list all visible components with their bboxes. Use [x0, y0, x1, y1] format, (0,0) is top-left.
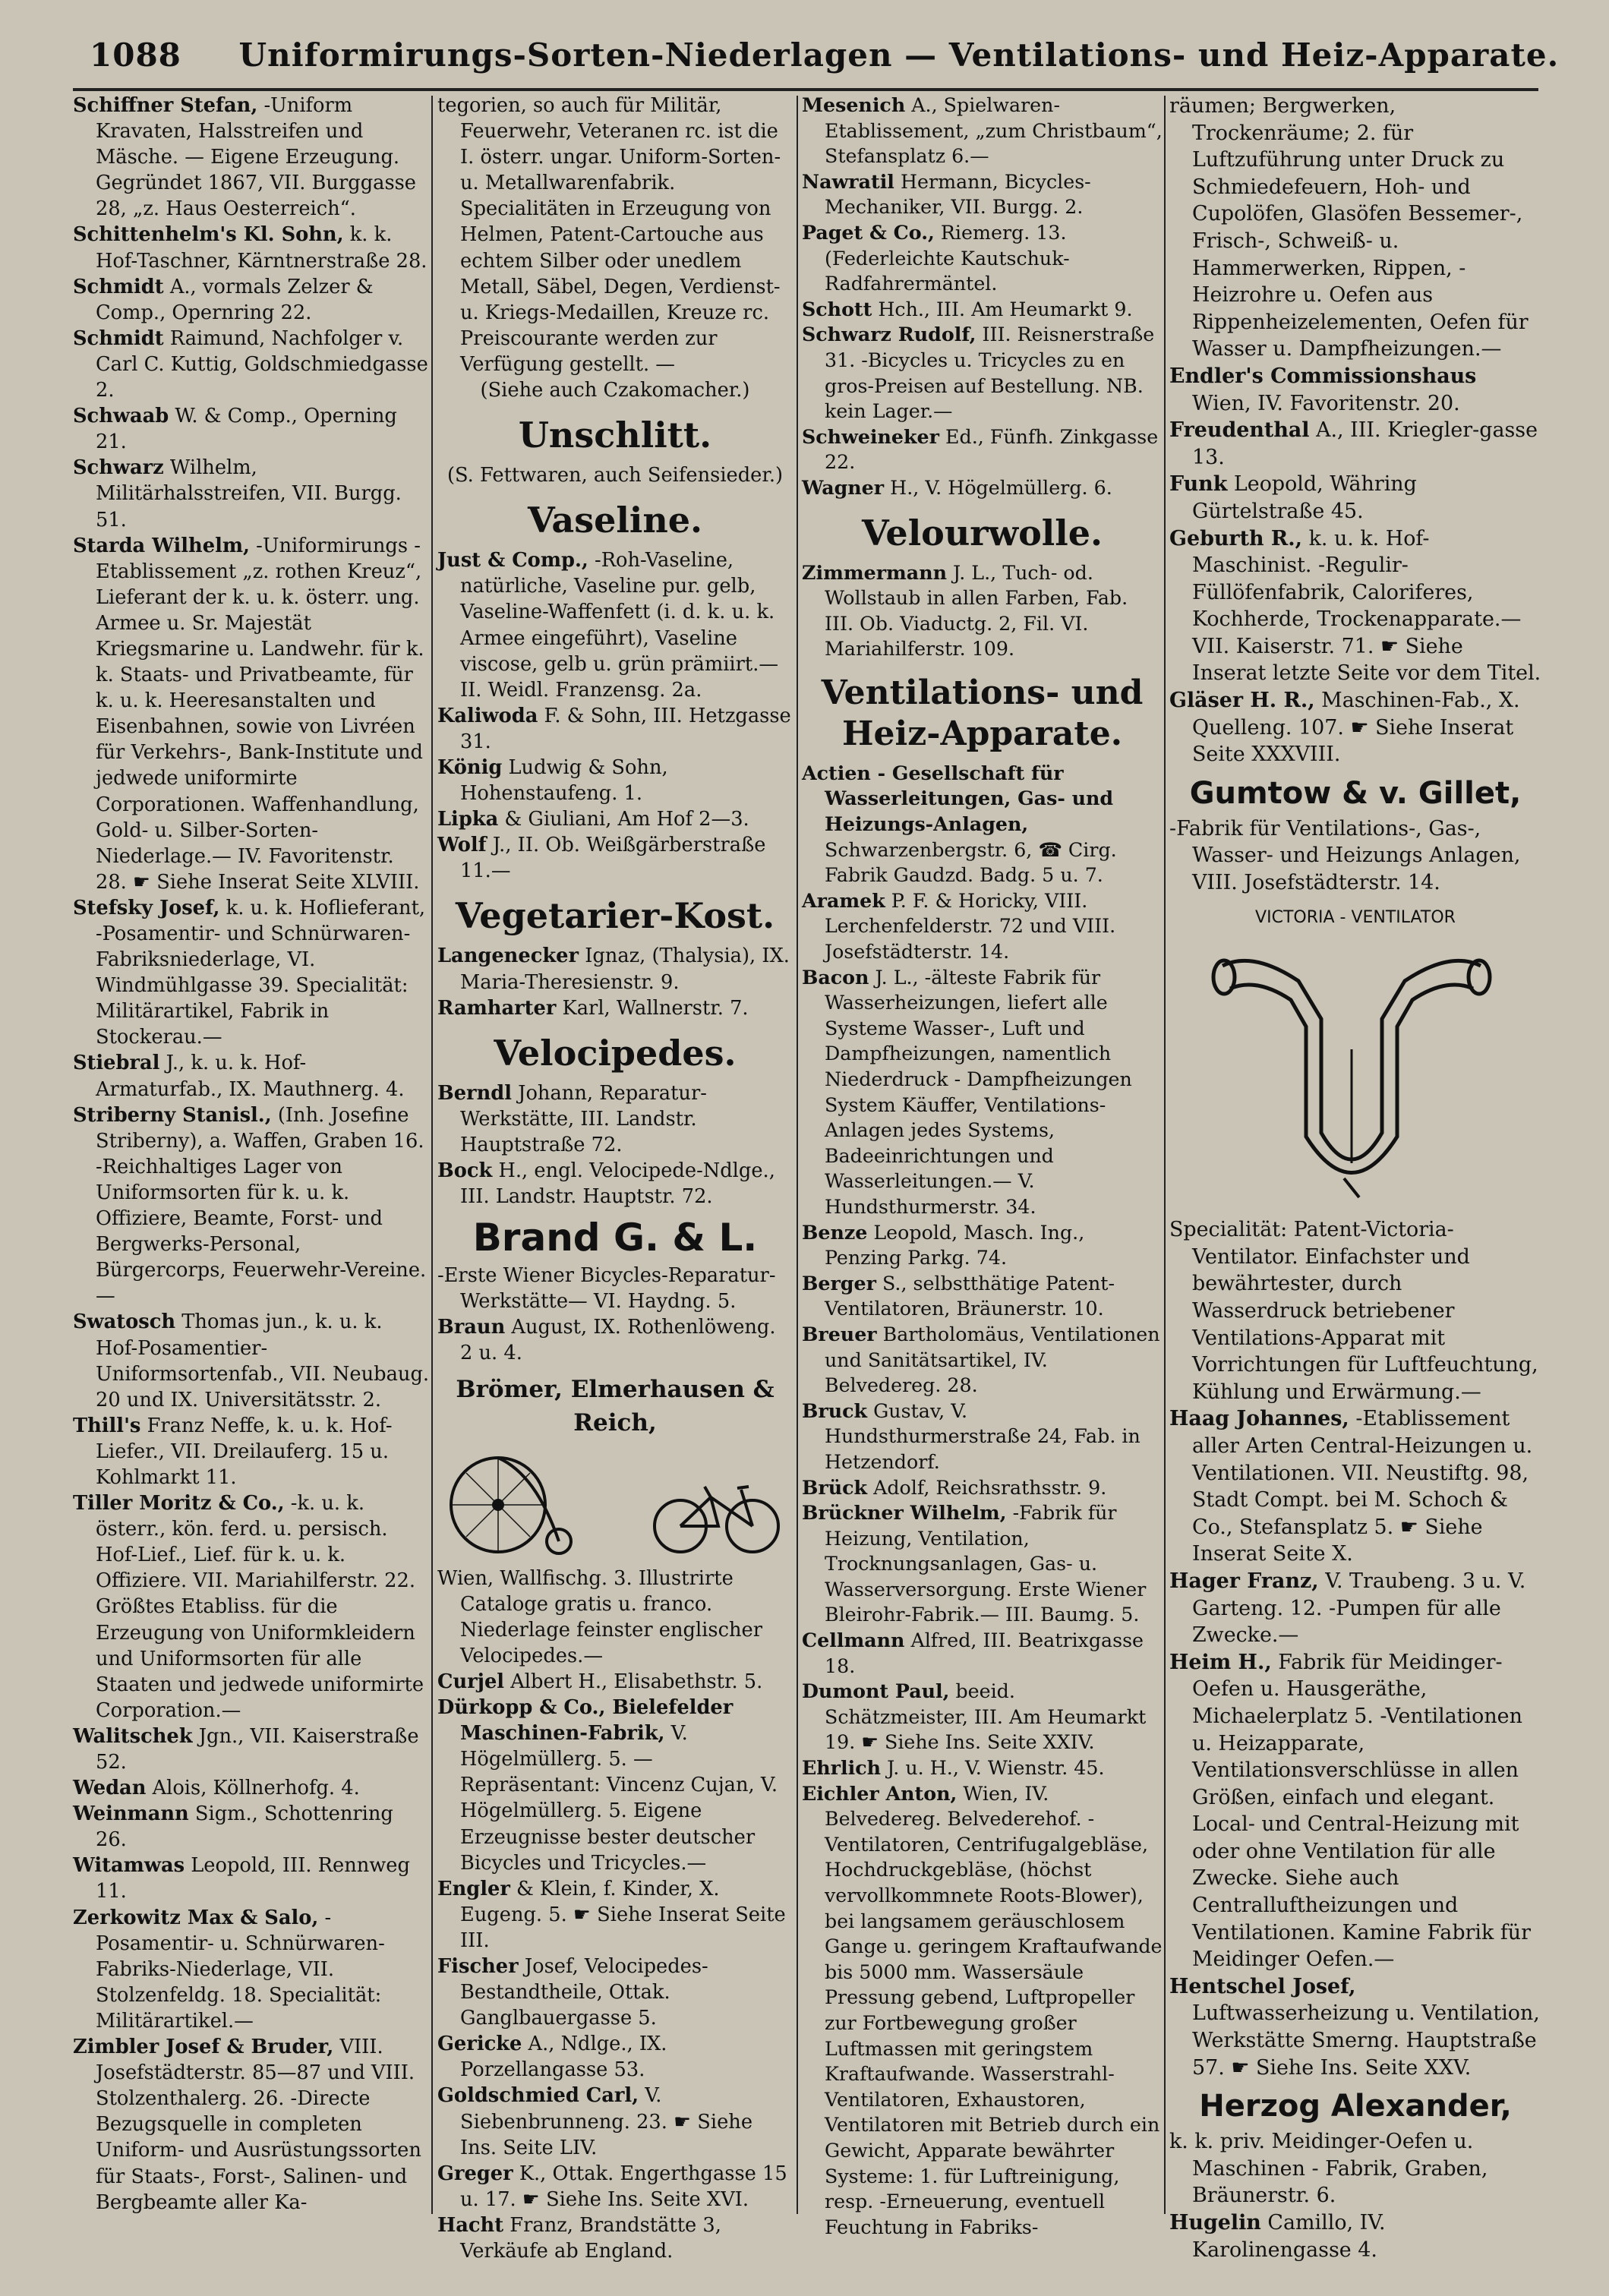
entry-details: J. L., Tuch- od. Wollstaub in allen Farben, Fab. III. Ob. Viaductg. 2, Fil. VI. Mariahilferstr. 109.: [825, 561, 1128, 661]
entry-name: Schwarz Rudolf,: [802, 323, 976, 346]
directory-entry: [73, 403, 430, 455]
entry-name: Mesenich: [802, 93, 906, 116]
entry-name: Schmidt: [73, 275, 164, 298]
entry-name: Haag Johannes,: [1169, 1407, 1349, 1431]
entry-details: V. Högelmüllerg. 5. —Repräsentant: Vincenz Cujan, V. Högelmüllerg. 5. Eigene Erzeugnisse bester deutscher Bicycles und Tricycles.—: [460, 1722, 778, 1875]
entry-details: J., k. u. k. Hof-Armaturfab., IX. Mauthnerg. 4.: [96, 1052, 405, 1101]
entry-details: Fabrik für Meidinger-Oefen u. Hausgeräthe, Michaelerplatz 5. -Ventilationen u. Heizapparate, Ventilationsverschlüsse in allen Größen, einfach und elegant. Local- und Central-Heizung mit oder ohne Ventilation für alle Zwecke. Siehe auch Centralluftheizungen und Ventilationen. Kamine Fabrik für Meidinger Oefen.—: [1192, 1650, 1531, 1972]
entry-details: Luftwasserheizung u. Ventilation, Werkstätte Smerng. Hauptstraße 57. ☛ Siehe Ins. Seite XXV.: [1192, 2001, 1540, 2080]
directory-entry: [437, 1080, 793, 1158]
directory-entry: [802, 322, 1163, 424]
directory-entry: [802, 888, 1163, 965]
entry-name: Benze: [802, 1220, 868, 1244]
directory-entry: [437, 547, 793, 703]
entry-name: Thill's: [73, 1414, 141, 1437]
directory-entry: [802, 1755, 1163, 1781]
entry-details: Riemerg. 13. (Federleichte Kautschuk-Radfahrermäntel.: [825, 221, 1070, 295]
section-heading: Unschlitt.: [518, 415, 712, 456]
entry-details: Schwarzenbergstr. 6, ☎ Cirg. Fabrik Gaudzd. Badg. 5 u. 7.: [825, 838, 1117, 887]
directory-entry: [802, 761, 1163, 888]
entry-details: Alois, Köllnerhofg. 4.: [152, 1777, 360, 1800]
section-heading: Vaseline.: [527, 500, 703, 541]
entry-details: Alfred, III. Beatrixgasse 18.: [825, 1629, 1144, 1677]
entry-name: Brückner Wilhelm,: [802, 1501, 1007, 1525]
entry-details: beeid. Schätzmeister, III. Am Heumarkt 19. ☛ Siehe Ins. Seite XXIV.: [825, 1680, 1147, 1754]
entry-list: [1169, 363, 1541, 768]
column-3: [802, 93, 1163, 2240]
entry-name: Bock: [437, 1159, 493, 1182]
entry-details: Albert H., Elisabethstr. 5.: [510, 1670, 763, 1693]
directory-entry: [437, 1669, 793, 1695]
section-heading: Vegetarier-Kost.: [455, 895, 775, 937]
entry-details: Bartholomäus, Ventilationen und Sanitätsartikel, IV. Belvedereg. 28.: [825, 1323, 1160, 1397]
directory-entry: [802, 93, 1163, 169]
entry-name: Schmidt: [73, 326, 164, 350]
directory-entry: [1169, 687, 1541, 768]
entry-name: Kaliwoda: [437, 704, 538, 727]
entry-list: [1169, 2209, 1541, 2263]
entry-name: Aramek: [802, 888, 885, 912]
entry-name: Braun: [437, 1316, 506, 1339]
entry-details: -Fabrik für Heizung, Ventilation, Trocknungsanlagen, Gas- u. Wasserversorgung. Erste Wiener Bleirohr-Fabrik.— III. Baumg. 5.: [825, 1502, 1147, 1626]
entry-details: Leopold, Masch. Ing., Penzing Parkg. 74.: [825, 1221, 1085, 1269]
directory-entry: [1169, 1405, 1541, 1568]
directory-entry: [802, 1399, 1163, 1475]
entry-details: J. L., -älteste Fabrik für Wasserheizungen, liefert alle Systeme Wasser-, Luft und Dampfheizungen, namentlich Niederdruck - Dampfheizungen System Käuffer, Ventilations-Anlagen jedes Systems, Badeeinrichtungen und Wasserleitungen.— V. Hundsthurmerstr. 34.: [825, 966, 1132, 1218]
directory-entry: [1169, 1973, 1541, 2081]
entry-name: Wolf: [437, 834, 487, 857]
entry-details: Wilhelm, Militärhalsstreifen, VII. Burgg. 51.: [96, 456, 402, 531]
entry-name: Endler's Commissionshaus: [1169, 364, 1477, 388]
entry-name: König: [437, 755, 503, 779]
entry-details: Leopold, Währing Gürtelstraße 45.: [1192, 472, 1417, 523]
entry-details: Ignaz, (Thalysia), IX. Maria-Theresienstr. 9.: [460, 945, 790, 994]
entry-name: Brück: [802, 1475, 868, 1499]
entry-name: Zimmermann: [802, 560, 947, 584]
entry-name: Funk: [1169, 472, 1228, 497]
directory-entry: [73, 1724, 430, 1775]
entry-name: Weinmann: [73, 1802, 189, 1826]
entry-list: [437, 1669, 793, 2264]
advert-text: -Fabrik für Ventilations-, Gas-, Wasser- und Heizungs Anlagen, VIII. Josefstädterstr. 14.: [1169, 816, 1521, 895]
entry-details: -Roh-Vaseline, natürliche, Vaseline pur. gelb, Vaseline-Waffenfett (i. d. k. u. k. Armee eingeführt), Vaseline viscose, gelb u. grün prämiirt.— II. Weidl. Franzensg. 2a.: [460, 549, 779, 702]
see-also-note: (Siehe auch Czakomacher.): [480, 379, 750, 402]
directory-entry: [73, 1801, 430, 1853]
directory-entry: [802, 424, 1163, 475]
directory-entry: [802, 560, 1163, 662]
entry-details: A., Spielwaren-Etablissement, „zum Christbaum“, Stefansplatz 6.—: [825, 94, 1163, 168]
entry-list: [802, 761, 1163, 2240]
directory-entry: [802, 475, 1163, 501]
entry-details: Franz Neffe, k. u. k. Hof-Liefer., VII. Dreilauferg. 15 u. Kohlmarkt 11.: [96, 1414, 393, 1489]
advert-title: Brand G. & L.: [472, 1216, 758, 1260]
entry-name: Langenecker: [437, 945, 579, 968]
directory-entry: [1169, 525, 1541, 688]
directory-entry: [437, 2161, 793, 2212]
entry-name: Witamwas: [73, 1854, 185, 1878]
entry-name: Swatosch: [73, 1310, 176, 1334]
column-4: [1169, 93, 1541, 2263]
header-rule: [73, 88, 1538, 91]
continued-text: räumen; Bergwerken, Trockenräume; 2. für Luftzuführung unter Druck zu Schmiedefeuern, Hoh- und Cupolöfen, Glasöfen Bessemer-, Frisch-, Schweiß- u. Hammerwerken, Rippen, -Heizrohre u. Oefen aus Rippenheizelementen, Oefen für Wasser u. Dampfheizungen.—: [1169, 94, 1529, 361]
entry-details: Wien, IV. Belvedereg. Belvederehof. -Ventilatoren, Centrifugalgebläse, Hochdruckgebläse, (höchst vervollkommnete Roots-Blower), bei langsamem geräuschlosem Gange u. geringem Kraftaufwande bis 5000 mm. Wassersäule Pressung gebend, Luftpropeller zur Fortbewegung großer Luftmassen mit geringstem Kraftaufwande. Wasserstrahl-Ventilatoren, Exhaustoren, Ventilatoren mit Betrieb durch ein Gewicht, Apparate bewährter Systeme: 1. für Luftreinigung, resp. -Erneuerung, eventuell Feuchtung in Fabriks-: [825, 1782, 1163, 2238]
entry-details: Johann, Reparatur-Werkstätte, III. Landstr. Hauptstraße 72.: [460, 1081, 707, 1156]
entry-details: Sigm., Schottenring 26.: [96, 1802, 393, 1852]
entry-name: Berger: [802, 1271, 876, 1295]
advert-text: Specialität: Patent-Victoria-Ventilator. Einfachster und bewährtester, durch Wasserdruck betriebener Ventilations-Apparat mit Vorrichtungen für Luftfeuchtung, Kühlung und Erwärmung.—: [1169, 1218, 1538, 1404]
entry-details: K., Ottak. Engerthgasse 15 u. 17. ☛ Siehe Ins. Seite XVI.: [460, 2162, 787, 2211]
advert-text: Wien, Wallfischg. 3. Illustrirte Cataloge gratis u. franco. Niederlage feinster englischer Velocipedes.—: [437, 1566, 762, 1667]
entry-list: [437, 547, 793, 884]
directory-entry: [437, 755, 793, 806]
directory-entry: [437, 2031, 793, 2083]
entry-name: Freudenthal: [1169, 418, 1310, 443]
entry-name: Eichler Anton,: [802, 1781, 958, 1805]
entry-details: Karl, Wallnerstr. 7.: [562, 996, 749, 1020]
entry-details: S., selbstthätige Patent-Ventilatoren, Bräunerstr. 10.: [825, 1272, 1115, 1320]
directory-entry: [437, 1158, 793, 1210]
entry-details: Ed., Fünfh. Zinkgasse 22.: [825, 425, 1159, 474]
page-number: 1088: [90, 36, 181, 74]
directory-entry: [802, 1781, 1163, 2241]
directory-entry: [437, 1314, 793, 1366]
entry-name: Geburth R.,: [1169, 526, 1302, 550]
entry-name: Walitschek: [73, 1724, 193, 1748]
entry-details: -Posamentir- u. Schnürwaren-Fabriks-Niederlage, VII. Stolzenfeldg. 18. Specialität: Militärartikel.—: [96, 1906, 385, 2033]
directory-entry: [73, 1905, 430, 2034]
entry-details: & Klein, f. Kinder, X. Eugeng. 5. ☛ Siehe Inserat Seite III.: [460, 1877, 786, 1952]
entry-name: Starda Wilhelm,: [73, 534, 250, 557]
entry-name: Curjel: [437, 1670, 505, 1693]
entry-name: Ehrlich: [802, 1756, 882, 1780]
entry-name: Bacon: [802, 965, 869, 989]
entry-details: Leopold, III. Rennweg 11.: [96, 1854, 410, 1903]
entry-details: Thomas jun., k. u. k. Hof-Posamentier-Uniformsortenfab., VII. Neubaug. 20 und IX. Universitätsstr. 2.: [96, 1310, 430, 1411]
entry-details: J., II. Ob. Weißgärberstraße 11.—: [460, 834, 766, 883]
directory-entry: [437, 943, 793, 995]
entry-details: August, IX. Rothenlöweng. 2 u. 4.: [460, 1316, 776, 1365]
column-2: [437, 93, 793, 2264]
ventilator-pipe-icon: [1213, 960, 1490, 1197]
entry-details: VIII. Josefstädterstr. 85—87 und VIII. Stolzenthalerg. 26. -Directe Bezugsquelle in completen Uniform- und Ausrüstungssorten für Staats-, Forst-, Salinen- und Bergbeamte aller Ka-: [96, 2036, 421, 2214]
entry-name: Zerkowitz Max & Salo,: [73, 1906, 319, 1929]
entry-details: -Etablissement aller Arten Central-Heizungen u. Ventilationen. VII. Neustiftg. 98, Stadt Compt. bei M. Schoch & Co., Stefansplatz 5. ☛ Siehe Inserat Seite X.: [1192, 1407, 1533, 1566]
directory-entry: [437, 806, 793, 832]
advert-title: Gumtow & v. Gillet,: [1189, 775, 1522, 811]
entry-name: Striberny Stanisl.,: [73, 1103, 272, 1127]
directory-entry: [73, 533, 430, 895]
entry-name: Paget & Co.,: [802, 220, 935, 244]
entry-details: Jgn., VII. Kaiserstraße 52.: [96, 1724, 419, 1774]
directory-entry: [73, 1413, 430, 1490]
entry-name: Ramharter: [437, 996, 557, 1020]
directory-entry: [437, 1876, 793, 1954]
entry-details: V. Siebenbrunneng. 23. ☛ Siehe Ins. Seite LIV.: [460, 2084, 753, 2159]
directory-entry: [73, 1102, 430, 1310]
entry-details: Camillo, IV. Karolinengasse 4.: [1192, 2211, 1386, 2262]
directory-entry: [73, 93, 430, 222]
victoria-ventilator-illustration: [1169, 935, 1534, 1209]
column-divider: [797, 96, 798, 2214]
entry-list: [802, 93, 1163, 501]
directory-entry: [1169, 2209, 1541, 2263]
entry-details: A., Ndlge., IX. Porzellangasse 53.: [460, 2033, 667, 2082]
entry-name: Gericke: [437, 2033, 522, 2056]
entry-details: k. k. Hof-Taschner, Kärntnerstraße 28.: [96, 223, 427, 273]
entry-name: Zimbler Josef & Bruder,: [73, 2036, 334, 2059]
directory-entry: [802, 169, 1163, 220]
entry-list: [437, 1314, 793, 1366]
entry-details: Josef, Velocipedes-Bestandtheile, Ottak. Ganglbauergasse 5.: [460, 1954, 708, 2030]
directory-entry: [1169, 1568, 1541, 1649]
entry-details: Ludwig & Sohn, Hohenstaufeng. 1.: [460, 755, 668, 806]
page-title: Uniformirungs-Sorten-Niederlagen — Ventilations- und Heiz-Apparate.: [238, 36, 1560, 74]
advert-text: k. k. priv. Meidinger-Oefen u. Maschinen - Fabrik, Graben, Bräunerstr. 6.: [1169, 2130, 1488, 2208]
entry-name: Lipka: [437, 808, 499, 831]
directory-entry: [73, 1853, 430, 1904]
entry-details: A., vormals Zelzer & Comp., Opernring 22.: [96, 275, 374, 324]
entry-name: Dumont Paul,: [802, 1679, 950, 1703]
directory-entry: [73, 2034, 430, 2216]
entry-details: & Giuliani, Am Hof 2—3.: [504, 808, 749, 831]
column-1: [73, 93, 430, 2216]
directory-entry: [437, 995, 793, 1021]
directory-entry: [73, 1775, 430, 1801]
entry-name: Schweineker: [802, 424, 939, 448]
entry-name: Schittenhelm's Kl. Sohn,: [73, 223, 344, 247]
illustration-caption: VICTORIA - VENTILATOR: [1255, 907, 1456, 927]
entry-details: (Inh. Josefine Striberny), a. Waffen, Graben 16. -Reichhaltiges Lager von Uniformsorten für k. u. k. Offiziere, Beamte, Forst- und Bergwerks-Personal, Bürgercorps, Feuerwehr-Vereine.—: [96, 1103, 427, 1308]
entry-name: Hager Franz,: [1169, 1569, 1319, 1593]
entry-name: Hacht: [437, 2213, 504, 2237]
directory-entry: [73, 1490, 430, 1724]
entry-name: Greger: [437, 2162, 513, 2185]
entry-name: Stefsky Josef,: [73, 896, 220, 919]
entry-name: Engler: [437, 1877, 510, 1900]
entry-details: Raimund, Nachfolger v. Carl C. Kuttig, Goldschmiedgasse 2.: [96, 326, 428, 402]
entry-name: Cellmann: [802, 1629, 905, 1652]
column-divider: [431, 96, 433, 2214]
directory-entry: [73, 222, 430, 273]
entry-details: -k. u. k. österr., kön. ferd. u. persisch. Hof-Lief., Lief. für k. u. k. Offiziere. VII. Mariahilferstr. 22. Größtes Etabliss. für die Erzeugung von Uniformkleidern und Uniformsorten für alle Staaten und jedwede uniformirte Corporation.—: [96, 1492, 424, 1722]
entry-details: F. & Sohn, III. Hetzgasse 31.: [460, 704, 791, 753]
entry-name: Just & Comp.,: [437, 549, 588, 572]
entry-list: [802, 560, 1163, 662]
entry-details: III. Reisnerstraße 31. -Bicycles u. Tricycles zu en gros-Preisen auf Bestellung. NB. kein Lager.—: [825, 323, 1155, 423]
entry-name: Goldschmied Carl,: [437, 2084, 639, 2108]
advert-title: Brömer, Elmerhausen & Reich,: [456, 1375, 775, 1437]
entry-name: Dürkopp & Co., Bielefelder Maschinen-Fabrik,: [437, 1696, 734, 1746]
directory-entry: [437, 2212, 793, 2264]
entry-name: Tiller Moritz & Co.,: [73, 1492, 285, 1515]
entry-name: Schiffner Stefan,: [73, 94, 258, 117]
entry-details: H., engl. Velocipede-Ndlge., III. Landstr. Hauptstr. 72.: [460, 1159, 775, 1209]
directory-entry: [1169, 471, 1541, 525]
directory-entry: [437, 832, 793, 884]
directory-entry: [73, 1309, 430, 1412]
entry-list: [437, 943, 793, 1020]
entry-details: P. F. & Horicky, VIII. Lerchenfelderstr. 72 und VIII. Josefstädterstr. 14.: [825, 889, 1116, 964]
entry-details: k. u. k. Hof-Maschinist. -Regulir-Füllöfenfabrik, Caloriferes, Kochherde, Trockenapparate.— VII. Kaiserstr. 71. ☛ Siehe Inserat letzte Seite vor dem Titel.: [1192, 526, 1541, 686]
entry-name: Bruck: [802, 1399, 868, 1422]
directory-entry: [802, 1628, 1163, 1679]
directory-entry: [437, 2083, 793, 2160]
bicycles-illustration: [437, 1444, 787, 1558]
directory-entry: [802, 1679, 1163, 1755]
entry-details: Gustav, V. Hundsthurmerstraße 24, Fab. in Hetzendorf.: [825, 1399, 1140, 1473]
directory-entry: [802, 1475, 1163, 1501]
entry-name: Actien - Gesellschaft für Wasserleitungen, Gas- und Heizungs-Anlagen,: [802, 761, 1114, 836]
entry-details: Hermann, Bicycles-Mechaniker, VII. Burgg. 2.: [825, 170, 1091, 219]
entry-details: Maschinen-Fab., X. Quelleng. 107. ☛ Siehe Inserat Seite XXXVIII.: [1192, 689, 1520, 767]
directory-entry: [802, 965, 1163, 1220]
entry-details: -Uniform Kravaten, Halsstreifen und Mäsche. — Eigene Erzeugung. Gegründet 1867, VII. Burggasse 28, „z. Haus Oesterreich“.: [96, 94, 417, 221]
entry-name: Schwaab: [73, 405, 169, 428]
directory-entry: [73, 326, 430, 403]
entry-name: Schwarz: [73, 456, 164, 480]
directory-entry: [437, 1695, 793, 1876]
entry-details: Hch., III. Am Heumarkt 9.: [878, 298, 1133, 320]
entry-name: Gläser H. R.,: [1169, 689, 1315, 713]
entry-name: Fischer: [437, 1954, 519, 1978]
entry-details: H., V. Högelmüllerg. 6.: [890, 476, 1112, 499]
directory-entry: [802, 1271, 1163, 1322]
entry-details: A., III. Kriegler-gasse 13.: [1192, 418, 1538, 469]
directory-entry: [802, 297, 1163, 323]
entry-name: Stiebral: [73, 1052, 160, 1075]
entry-details: k. u. k. Hoflieferant, -Posamentir- und Schnürwaren-Fabriksniederlage, VI. Windmühlgasse 39. Specialität: Militärartikel, Fabrik in Stockerau.—: [96, 896, 426, 1049]
entry-details: Wien, IV. Favoritenstr. 20.: [1192, 391, 1460, 415]
directory-entry: [1169, 1649, 1541, 1973]
entry-name: Heim H.,: [1169, 1650, 1272, 1674]
section-heading: Velocipedes.: [494, 1032, 737, 1074]
directory-entry: [73, 1050, 430, 1102]
entry-details: W. & Comp., Operning 21.: [96, 405, 397, 454]
directory-entry: [802, 1500, 1163, 1628]
entry-name: Nawratil: [802, 169, 894, 193]
entry-name: Breuer: [802, 1322, 877, 1345]
directory-entry: [1169, 417, 1541, 471]
entry-name: Wedan: [73, 1777, 147, 1800]
directory-entry: [73, 895, 430, 1051]
section-heading: Velourwolle.: [861, 512, 1103, 554]
directory-entry: [802, 1220, 1163, 1271]
entry-name: Hentschel Josef,: [1169, 1974, 1356, 1998]
directory-entry: [802, 1322, 1163, 1399]
entry-list: [1169, 1405, 1541, 2081]
column-divider: [1164, 96, 1166, 2214]
entry-details: Franz, Brandstätte 3, Verkäufe ab England.: [460, 2213, 721, 2263]
page-header: [90, 36, 1560, 84]
directory-entry: [437, 1954, 793, 2031]
entry-name: Wagner: [802, 475, 885, 499]
entry-name: Schott: [802, 297, 872, 320]
directory-entry: [802, 220, 1163, 297]
advert-title: Herzog Alexander,: [1199, 2089, 1512, 2124]
entry-details: -Uniformirungs - Etablissement „z. rothen Kreuz“, Lieferant der k. u. k. österr. ung. Armee u. Sr. Majestät Kriegsmarine u. Landwehr. für k. k. Staats- und Privatbeamte, für k. u. k. Heeresanstalten und Eisenbahnen, sowie von Livréen für Verkehrs-, Bank-Institute und jedwede uniformirte Corporationen. Waffenhandlung, Gold- u. Silber-Sorten-Niederlage.— IV. Favoritenstr. 28. ☛ Siehe Inserat Seite XLVIII.: [96, 534, 424, 894]
entry-list: [437, 1080, 793, 1210]
entry-details: J. u. H., V. Wienstr. 45.: [887, 1757, 1105, 1780]
entry-name: Hugelin: [1169, 2211, 1261, 2234]
section-heading: Ventilations- und Heiz-Apparate.: [821, 673, 1144, 753]
directory-entry: [73, 455, 430, 532]
directory-entry: [73, 274, 430, 326]
continued-text: tegorien, so auch für Militär, Feuerwehr, Veteranen rc. ist die I. österr. ungar. Uniform-Sorten- u. Metallwarenfabrik. Specialitäten in Erzeugung von Helmen, Patent-Cartouche aus echtem Silber oder unedlem Metall, Säbel, Degen, Verdienst- u. Kriegs-Medaillen, Kreuze rc. Preiscourante werden zur Verfügung gestellt. —: [437, 94, 781, 376]
cross-reference: (S. Fettwaren, auch Seifensieder.): [446, 464, 784, 487]
entry-name: Berndl: [437, 1081, 512, 1105]
entry-details: Adolf, Reichsrathsstr. 9.: [873, 1476, 1107, 1499]
directory-entry: [1169, 363, 1541, 417]
advert-text: -Erste Wiener Bicycles-Reparatur-Werkstätte— VI. Haydng. 5.: [437, 1264, 776, 1314]
entry-details: V. Traubeng. 3 u. V. Garteng. 12. -Pumpen für alle Zwecke.—: [1192, 1569, 1526, 1648]
directory-entry: [437, 703, 793, 755]
